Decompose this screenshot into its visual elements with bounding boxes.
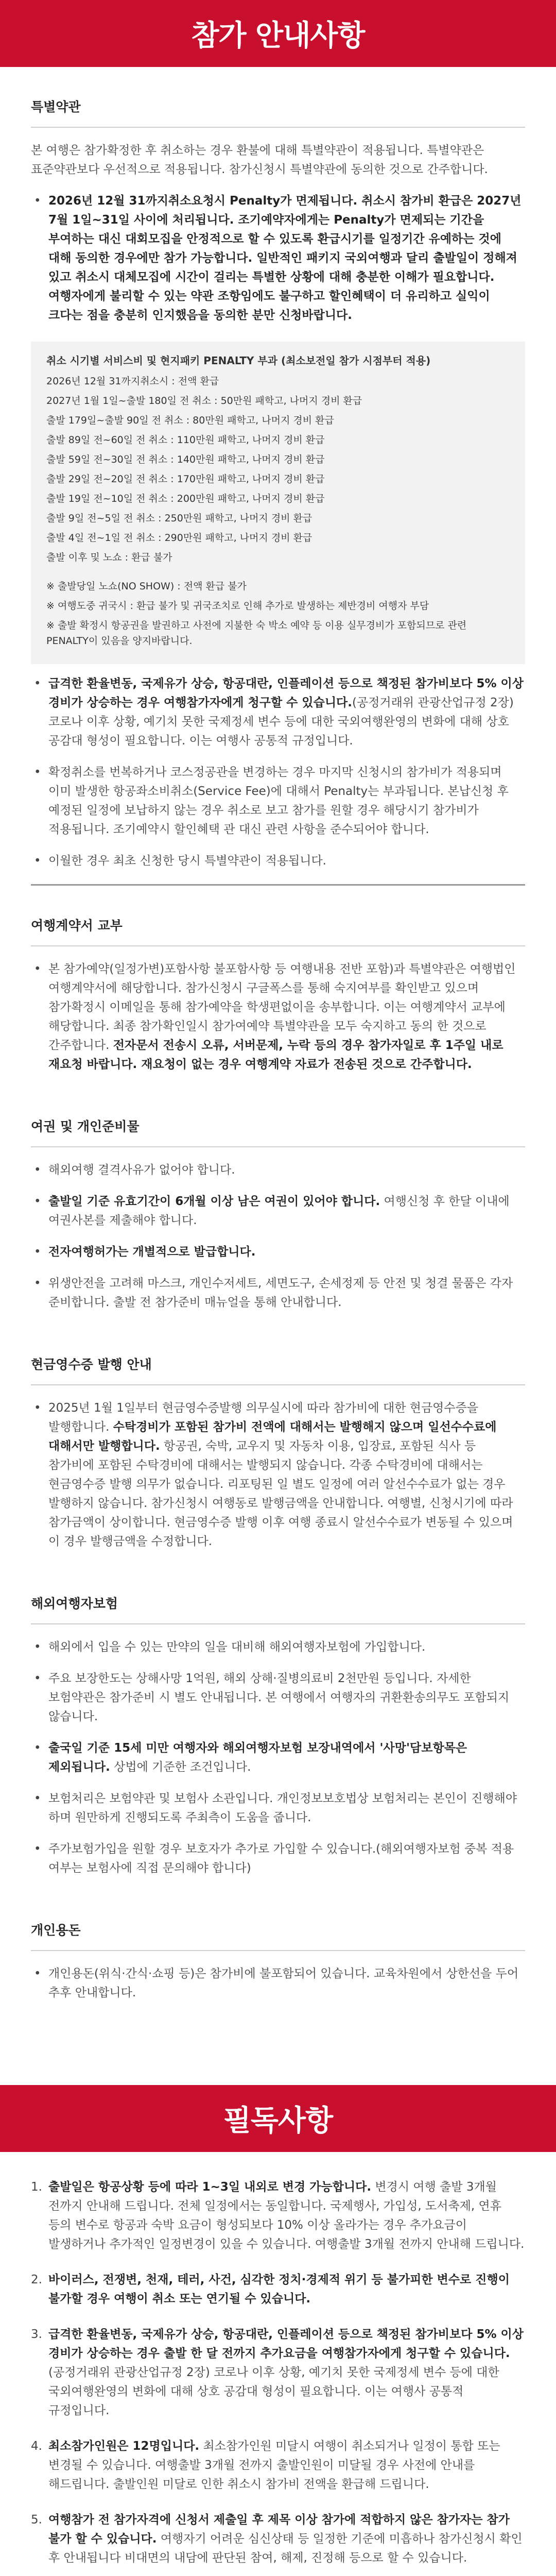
contract-item <box>31 960 525 1074</box>
penalty-line: 2026년 12월 31까지취소시 : 전액 환급 <box>46 376 219 387</box>
bold-text: 출발일은 항공상황 등에 따라 1~3일 내외로 변경 가능합니다. <box>48 2180 372 2194</box>
insurance-list <box>31 1638 525 1878</box>
special-terms-list-2 <box>31 674 525 871</box>
notice-number: 4. <box>31 2439 42 2453</box>
receipt-title: 현금영수증 발행 안내 <box>31 1357 152 1372</box>
bold-text: 2026년 12월 31까지취소요청시 Penalty가 면제됩니다. <box>48 194 358 208</box>
penalty-line: 출발 179일~출발 90일 전 취소 : 80만원 패학고, 나머지 경비 환급 <box>46 415 334 426</box>
penalty-note: ※ 출발당일 노쇼(NO SHOW) : 전액 환급 불가 <box>46 581 247 592</box>
bold-text: 급격한 환율변동, 국제유가 상승, 항공대란, 인플레이션 등으로 책정된 참가비보다 5% 이상 경비가 상승하는 경우 출발 한 달 전까지 추가요금을 여행참가자에게 청구할 수 있습니다. <box>48 2328 524 2360</box>
passport-list <box>31 1161 525 1312</box>
special-terms-item: • 확정취소를 번복하거나 코스정공관을 변경하는 경우 마지막 신청시의 참가비가 적용되며 이미 발생한 항공좌소비취소(Service Fee)에 대해서 Penalty는 부과됩니다. 본납신청 후 예정된 일정에 보납하지 않는 경우 취소로 보고 참가를 원할 경우 해당시기 참가비가 적용됩니다. 조기예약시 할인혜택 관 대신 관련 사항을 준수되어야 합니다. <box>31 763 525 839</box>
notice-item <box>0 2511 556 2568</box>
special-terms-intro: 본 여행은 참가확정한 후 취소하는 경우 환불에 대해 특별약관이 적용됩니다. 특별약관은 표준약관보다 우선적으로 적용됩니다. 참가신청시 특별약관에 동의한 것으로 간주합니다. <box>31 144 488 176</box>
plain-text: (공정거래위 관광산업규정 2장) 코로나 이후 상황, 예기치 못한 국제정세 변수 등에 대한 국외여행완영의 변화에 대해 상호 공감대 형성이 필요합니다. 이는 여행사 공통적 규정입니다. <box>48 2366 499 2417</box>
special-terms-section <box>0 67 556 871</box>
plain-text: 항공권, 숙박, 교우지 및 자동차 이용, 입장료, 포함된 식사 등 참가비에 포함된 수탁경비에 대해서는 발행되지 않습니다. 각종 수탁경비에 대해서는 현금영수증 발행 의무가 없습니다. 리포팅된 일 별도 일정에 여러 알선수수료가 없는 경우 발행하지 않습니다. 참가신청시 여행동로 발행금액을 안내합니다. 여행별, 신청시기에 따라 참가금액이 상이합니다. 현금영수증 발행 이후 여행 종료시 알선수수료가 변동될 수 있으며 이 경우 발행금액을 수정합니다. <box>48 1439 513 1548</box>
notice-text <box>48 2437 525 2494</box>
special-terms-item: • 이월한 경우 최초 신청한 당시 특별약관이 적용됩니다. <box>31 852 525 871</box>
contract-title: 여행계약서 교부 <box>31 918 123 933</box>
penalty-line: 출발 29일 전~20일 전 취소 : 170만원 패학고, 나머지 경비 환급 <box>46 473 325 485</box>
notice-item <box>0 2178 556 2254</box>
bold-text: 바이러스, 전쟁변, 천재, 테러, 사건, 심각한 정치·경제적 위기 등 불가피한 변수로 진행이 불가할 경우 여행이 취소 또는 연기될 수 있습니다. <box>48 2273 510 2306</box>
plain-text: 여행자기 어려운 심신상태 등 일정한 기준에 미흡하나 참가신청시 확인 후 안내됩니다 비대면의 내담에 판단된 참여, 해제, 진정해 등으로 할 수 있습니다. <box>48 2532 523 2565</box>
insurance-item: • 보험처리은 보험약관 및 보험사 소관입니다. 개인정보보호법상 보험처리는 본인이 진행해야 하며 원만하게 진행되도록 주최측이 도움을 줍니다. <box>31 1789 525 1827</box>
penalty-line: 2027년 1월 1일~출발 180일 전 취소 : 50만원 패학고, 나머지 경비 환급 <box>46 395 362 406</box>
passport-title: 여권 및 개인준비물 <box>31 1119 140 1134</box>
passport-item <box>31 1192 525 1230</box>
contract-list <box>31 960 525 1074</box>
penalty-heading: 취소 시기별 서비스비 및 현지패키 PENALTY 부과 (최소보전일 참가 시점부터 적용) <box>46 354 431 367</box>
plain-text: 변경시 여행 출발 3개월 전까지 안내해 드립니다. 전체 일정에서는 동일합니다. 국제행사, 가입성, 도서축제, 연휴 등의 변수로 항공과 숙박 요금이 형성되보다 10% 이상 올라가는 경우 추가요금이 발생하거나 추가적인 일정변경이 있을 수 있습니다. 여행출발 3개월 전까지 안내해 드립니다. <box>48 2180 525 2251</box>
penalty-note: ※ 여행도중 귀국시 : 환급 불가 및 귀국조치로 인해 추가로 발생하는 제반경비 여행자 부담 <box>46 600 429 612</box>
penalty-note: ※ 출발 확정시 항공권을 발권하고 사전에 지불한 숙 박소 예약 등 이용 실무경비가 포함되므로 관련 PENALTY이 있음을 양지바랍니다. <box>46 620 467 647</box>
contract-section <box>0 886 556 1074</box>
notice-number: 1. <box>31 2180 42 2194</box>
notice-item <box>0 2270 556 2309</box>
passport-section <box>0 1087 556 1312</box>
special-terms-title: 특별약관 <box>31 99 81 114</box>
personal-money-item: • 개인용돈(위식·간식·쇼핑 등)은 참가비에 불포함되어 있습니다. 교육차원에서 상한선을 두어 추후 안내합니다. <box>31 1964 525 2003</box>
insurance-item: • 주가보험가입을 원할 경우 보호자가 추가로 가입할 수 있습니다.(해외여행자보험 중복 적용 여부는 보험사에 직접 문의해야 합니다) <box>31 1840 525 1878</box>
penalty-line: 출발 9일 전~5일 전 취소 : 250만원 패학고, 나머지 경비 환급 <box>46 513 312 524</box>
bold-text: 여행참가 전 참가자격에 신청서 제출일 후 제목 이상 참가에 적합하지 않은 참가자는 참가 불가 할 수 있습니다. <box>48 2513 510 2546</box>
insurance-section <box>0 1564 556 1878</box>
bold-text: 출발일 기준 유효기간이 6개월 이상 남은 여권이 있어야 합니다. <box>48 1195 380 1208</box>
personal-money-list <box>31 1964 525 2003</box>
bold-text: 전자문서 전송시 오류, 서버문제, 누락 등의 경우 참가자일로 후 1주일 내로 재요청 바랍니다. 재요청이 없는 경우 여행계약 자료가 전송된 것으로 간주합니다. <box>48 1039 503 1071</box>
special-terms-list <box>31 192 525 325</box>
passport-item: • 위생안전을 고려해 마스크, 개인수저세트, 세면도구, 손세정제 등 안전 및 청결 물품은 각자 준비합니다. 출발 전 참가준비 매뉴얼을 통해 안내합니다. <box>31 1274 525 1312</box>
guide-banner-title: 참가 안내사항 <box>191 19 365 53</box>
notice-text <box>48 2270 525 2309</box>
plain-text: (공정거래위 관광산업규정 2장) 코로나 이후 상황, 예기치 못한 국제정세 변수 등에 대한 국외여행완영의 변화에 대해 상호 공감대 형성이 필요합니다. 이는 여행사 공통적 규정입니다. <box>48 696 514 748</box>
personal-money-section <box>0 1890 556 2003</box>
plain-text: 최소참가인원 미달시 여행이 취소되거나 일정이 통합 또는 변경될 수 있습니다. 여행출발 3개월 전까지 출발인원이 미달될 경우 사전에 안내를 해드립니다. 출발인원 미달로 인한 취소시 참가비 전액을 환급해 드립니다. <box>48 2439 500 2491</box>
must-read-list <box>0 2178 556 2576</box>
passport-item <box>31 1243 525 1262</box>
insurance-item: • 주요 보장한도는 상해사망 1억원, 해외 상해·질병의료비 2천만원 등입니다. 자세한 보험약관은 참가준비 시 별도 안내됩니다. 본 여행에서 여행자의 귀환환송의무도 포함되지 않습니다. <box>31 1669 525 1726</box>
bold-text: 출국일 기준 15세 미만 여행자와 해외여행자보험 보장내역에서 '사망'담보항목은 제외됩니다. <box>48 1741 467 1774</box>
bold-text: 수탁경비가 포함된 참가비 전액에 대해서는 발행해지 않으며 일선수수료에 대해서만 발행합니다. <box>48 1420 497 1453</box>
penalty-line: 출발 4일 전~1일 전 취소 : 290만원 패학고, 나머지 경비 환급 <box>46 532 312 544</box>
plain-text: 여행신청 후 한달 이내에 여권사본를 제출해야 합니다. <box>48 1195 510 1227</box>
penalty-line: 출발 이후 및 노쇼 : 환급 불가 <box>46 552 172 563</box>
notice-text <box>48 2511 525 2568</box>
insurance-item <box>31 1739 525 1777</box>
penalty-table-box <box>31 342 525 664</box>
bold-text: 취소시 참가비 환급은 2027년 7월 1일~31일 사이에 처리됩니다. 조기예약자에게는 Penalty가 면제되는 기간을 부여하는 대신 대회모집을 안정적으로 할 수 있도록 환급시기를 일정기간 유예하는 것에 대해 동의한 경우에만 참가 가능합니다. 일반적인 패키지 국외여행과 달리 출발일이 정해져 있고 취소시 대체모집에 시간이 걸리는 특별한 상황에 대해 충분한 이해가 필요합니다. 여행자에게 불리할 수 있는 약관 조항임에도 불구하고 할인혜택이 더 유리하고 실익이 크다는 점을 충분히 인지했음을 동의한 분만 신청바랍니다. <box>48 194 522 322</box>
guide-banner <box>0 0 556 67</box>
notice-text <box>48 2178 525 2254</box>
notice-item <box>0 2437 556 2494</box>
plain-text: 본 참가예약(일정가변)포함사항 불포함사항 등 여행내용 전반 포함)과 특별약관은 여행법인 여행계약서에 해당합니다. 참가신청시 구글폭스를 통해 숙지여부를 확인받고 있으며 참가확정시 이메일을 통해 참가예약을 학생편없이을 송부합니다. 이는 여행계약서 교부에 해당합니다. 최종 참가확인일시 참가여예약 특별약관을 모두 숙지하고 동의 한 것으로 간주합니다. <box>48 962 516 1052</box>
receipt-section <box>0 1325 556 1551</box>
insurance-item: • 해외에서 입을 수 있는 만약의 일을 대비해 해외여행자보험에 가입합니다. <box>31 1638 525 1657</box>
notice-item <box>0 2325 556 2420</box>
receipt-item <box>31 1399 525 1551</box>
insurance-title: 해외여행자보험 <box>31 1596 118 1611</box>
notice-number: 3. <box>31 2328 42 2341</box>
notice-number: 2. <box>31 2273 42 2286</box>
notice-number: 5. <box>31 2513 42 2527</box>
notice-text <box>48 2325 525 2420</box>
bold-text: 전자여행허가는 개별적으로 발급합니다. <box>48 1245 256 1259</box>
special-terms-item <box>31 192 525 325</box>
personal-money-title: 개인용돈 <box>31 1923 81 1938</box>
bold-text: 급격한 환율변동, 국제유가 상승, 항공대란, 인플레이션 등으로 책정된 참가비보다 5% 이상 경비가 상승하는 경우 여행참가자에게 청구할 수 있습니다. <box>48 677 524 709</box>
bold-text: 최소참가인원은 12명입니다. <box>48 2439 200 2453</box>
special-terms-item <box>31 674 525 751</box>
passport-item: • 해외여행 결격사유가 없어야 합니다. <box>31 1161 525 1180</box>
plain-text: 2025년 1월 1일부터 현금영수증발행 의무실시에 따라 참가비에 대한 현금영수증을 발행합니다. <box>48 1401 479 1434</box>
plain-text: 상법에 기준한 조건입니다. <box>110 1760 251 1774</box>
must-read-banner-title: 필독사항 <box>223 2104 333 2138</box>
penalty-line: 출발 59일 전~30일 전 취소 : 140만원 패학고, 나머지 경비 환급 <box>46 454 325 465</box>
penalty-line: 출발 19일 전~10일 전 취소 : 200만원 패학고, 나머지 경비 환급 <box>46 493 325 504</box>
must-read-banner <box>0 2085 556 2152</box>
penalty-line: 출발 89일 전~60일 전 취소 : 110만원 패학고, 나머지 경비 환급 <box>46 434 325 446</box>
receipt-list <box>31 1399 525 1551</box>
